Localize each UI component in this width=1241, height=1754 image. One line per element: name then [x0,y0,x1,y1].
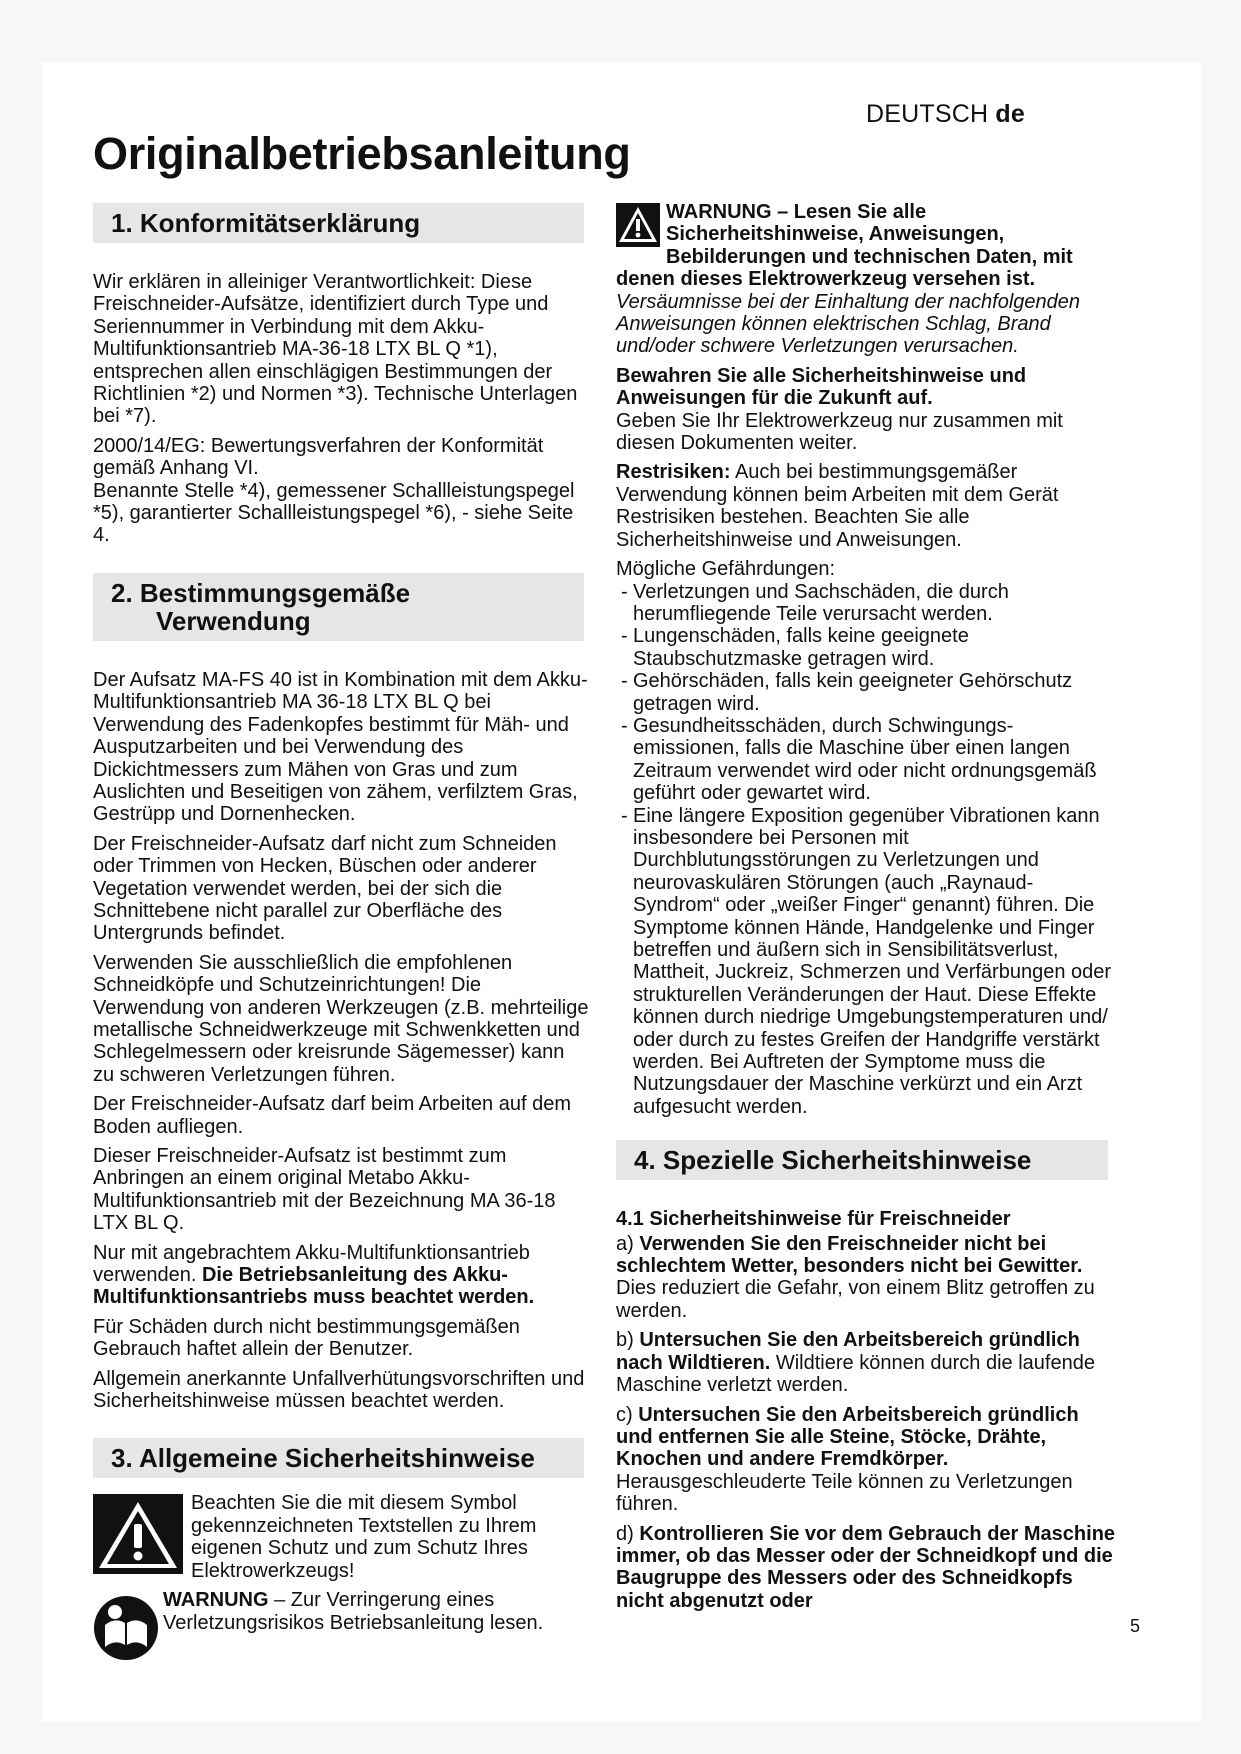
keep-instructions: Bewahren Sie alle Sicherheitshinweise und Anweisungen für die Zukunft auf. [616,364,1027,410]
section-3-heading: 3. Allgemeine Sicherheitshinweise [93,1438,584,1478]
pass-on-documents: Geben Sie Ihr Elektrowerkzeug nur zusammen mit diesen Dokumenten weiter. [616,409,1063,455]
section-1-heading: 1. Konformitätserklärung [93,203,584,243]
section-4-heading: 4. Spezielle Sicherheitshinweise [616,1140,1108,1180]
s1-paragraph-2a: 2000/14/EG: Bewertungsverfahren der Konformität gemäß Anhang VI. [93,434,544,480]
warning-consequences: Versäumnisse bei der Einhaltung der nachfolgenden Anweisungen können elektrischen Schlag, Brand und/oder schwere Verletzungen verursachen. [616,290,1081,358]
read-manual-row [93,1589,591,1634]
list-item: - Verletzungen und Sachschäden, die durch herumfliegende Teile verursacht werden. [621,580,1009,625]
s2-paragraph-8: Allgemein anerkannte Unfallverhütungsvorschriften und Sicherheitshinweise müssen beachtet werden. [93,1367,585,1413]
section-2-heading [93,573,584,641]
read-manual-text [163,1589,591,1634]
section-2-heading-line1: 2. Bestimmungsgemäße [111,577,411,608]
s2-p6-normal: Nur mit angebrachtem Akku-Multifunktionsantrieb verwenden. [93,1241,530,1287]
left-column [93,203,591,1641]
s4-item-c: c) Untersuchen Sie den Arbeitsbereich gründlich und entfernen Sie alle Steine, Stöcke, Drähte, Knochen und andere Fremdkörper. Herausgeschleuderte Teile können zu Verletzungen führen. [616,1403,1079,1516]
list-item: - Eine längere Exposition gegenüber Vibrationen kann insbesondere bei Personen mit Durchblutungsstörungen zu Verletzungen und neurovaskulären Störungen (auch „Raynaud-Syndrom“ oder „weißer Finger“ genannt) führen. Die Symptome können Hände, Handgelenke und Finger betreffen und äußern sich in Sensibilitätsverlust, Mattheit, Juckreiz, Schmerzen und Verfärbungen oder strukturellen Veränderungen der Haut. Diese Effekte können durch niedrige Umgebungstemperaturen und/ oder durch zu festes Greifen der Handgriffe verstärkt werden. Bei Auftreten der Symptome muss die Nutzungsdauer der Maschine verkürzt und ein Arzt aufgesucht werden. [621,804,1112,1118]
residual-risks-label: Restrisiken: [616,461,731,484]
list-item: - Gehörschäden, falls kein geeigneter Gehörschutz getragen wird. [621,670,1073,715]
right-column [616,201,1116,1619]
general-warning-text: WARNUNG – Lesen Sie alle Sicherheitshinweise, Anweisungen, Bebilderungen und technischen Daten, mit denen dieses Elektrowerkzeug versehen ist. [616,201,1073,291]
warning-symbol-row [93,1492,591,1582]
s2-paragraph-4: Der Freischneider-Aufsatz darf beim Arbeiten auf dem Boden aufliegen. [93,1093,571,1138]
s4-item-b: b) Untersuchen Sie den Arbeitsbereich gründlich nach Wildtieren. Wildtiere können durch die laufende Maschine verletzt werden. [616,1329,1095,1397]
read-manual-icon [93,1595,159,1661]
page-title: Originalbetriebsanleitung [93,128,631,179]
language-code: de [995,100,1025,128]
hazards-intro: Mögliche Gefährdungen: [616,558,836,581]
symbol-explanation: Beachten Sie die mit diesem Symbol gekennzeichneten Textstellen zu Ihrem eigenen Schutz und zum Schutz Ihres Elektrowerkzeugs! [191,1492,537,1582]
read-manual-warning-text: – Zur Verringerung eines Verletzungsrisikos Betriebsanleitung lesen. [163,1589,544,1634]
s4-item-d: d) Kontrollieren Sie vor dem Gebrauch der Maschine immer, ob das Messer oder der Schneidkopf und die Baugruppe des Messers oder des Schneidkopfs nicht abgenutzt oder [616,1522,1116,1612]
general-warning [616,201,1116,291]
s1-paragraph-2b: Benannte Stelle *4), gemessener Schallleistungspegel *5), garantierter Schallleistungspegel *6), - siehe Seite 4. [93,479,575,547]
warning-triangle-icon [93,1494,183,1574]
list-item: - Lungenschäden, falls keine geeignete Staubschutzmaske getragen wird. [621,625,969,670]
s2-paragraph-1: Der Aufsatz MA-FS 40 ist in Kombination mit dem Akku-Multifunktionsantrieb MA 36-18 LTX BL Q bei Verwendung des Fadenkopfes bestimmt für Mäh- und Ausputzarbeiten und bei Verwendung des Dickichtmessers zum Mähen von Gras und zum Auslichten und Beseitigen von zähem, verfilztem Gras, Gestrüpp und Dornenhecken. [93,668,588,826]
list-item: - Gesundheitsschäden, durch Schwingungs-emissionen, falls die Maschine über einen langen Zeitraum verwendet wird oder nicht ordnungsgemäß geführt oder gewartet wird. [621,714,1097,805]
language-word: DEUTSCH [866,100,989,128]
subsection-4-1-heading: 4.1 Sicherheitshinweise für Freischneider [616,1208,1011,1231]
section-2-heading-line2: Verwendung [156,605,311,636]
s2-paragraph-2: Der Freischneider-Aufsatz darf nicht zum Schneiden oder Trimmen von Hecken, Büschen oder anderer Vegetation verwendet werden, bei der sich die Schnittebene nicht parallel zur Oberfläche des Untergrunds befindet. [93,832,557,945]
page-number: 5 [1130,1616,1141,1636]
residual-risks [616,461,1116,551]
s2-paragraph-7: Für Schäden durch nicht bestimmungsgemäßen Gebrauch haftet allein der Benutzer. [93,1315,520,1361]
s2-paragraph-5: Dieser Freischneider-Aufsatz ist bestimmt zum Anbringen an einem original Metabo Akku-Multifunktionsantrieb mit der Bezeichnung MA 36-18 LTX BL Q. [93,1145,556,1235]
read-manual-warning-word: WARNUNG [163,1589,269,1612]
s4-item-a: a) Verwenden Sie den Freischneider nicht bei schlechtem Wetter, besonders nicht bei Gewitter. Dies reduziert die Gefahr, von einem Blitz getroffen zu werden. [616,1232,1095,1322]
s2-p6-bold: Die Betriebsanleitung des Akku-Multifunktionsantriebs muss beachtet werden. [93,1264,535,1309]
s2-paragraph-6 [93,1242,591,1309]
s1-paragraph-1: Wir erklären in alleiniger Verantwortlichkeit: Diese Freischneider-Aufsätze, identifiziert durch Type und Seriennummer in Verbindung mit dem Akku-Multifunktionsantrieb MA-36-18 LTX BL Q *1), entsprechen allen einschlägigen Bestimmungen der Richtlinien *2) und Normen *3). Technische Unterlagen bei *7). [93,271,578,428]
residual-risks-text: Auch bei bestimmungsgemäßer Verwendung können beim Arbeiten mit dem Gerät Restrisiken bestehen. Beachten Sie alle Sicherheitshinweise und Anweisungen. [616,461,1059,551]
language-label [866,100,1025,129]
s2-paragraph-3: Verwenden Sie ausschließlich die empfohlenen Schneidköpfe und Schutzeinrichtungen! Die Verwendung von anderen Werkzeugen (z.B. mehrteilige metallische Schneidwerkzeuge mit Schwenkketten und Schlegelmessern oder kreisrunde Sägemesser) kann zu schweren Verletzungen führen. [93,951,589,1086]
hazards-list [616,581,1116,1119]
warning-triangle-icon [616,203,660,247]
